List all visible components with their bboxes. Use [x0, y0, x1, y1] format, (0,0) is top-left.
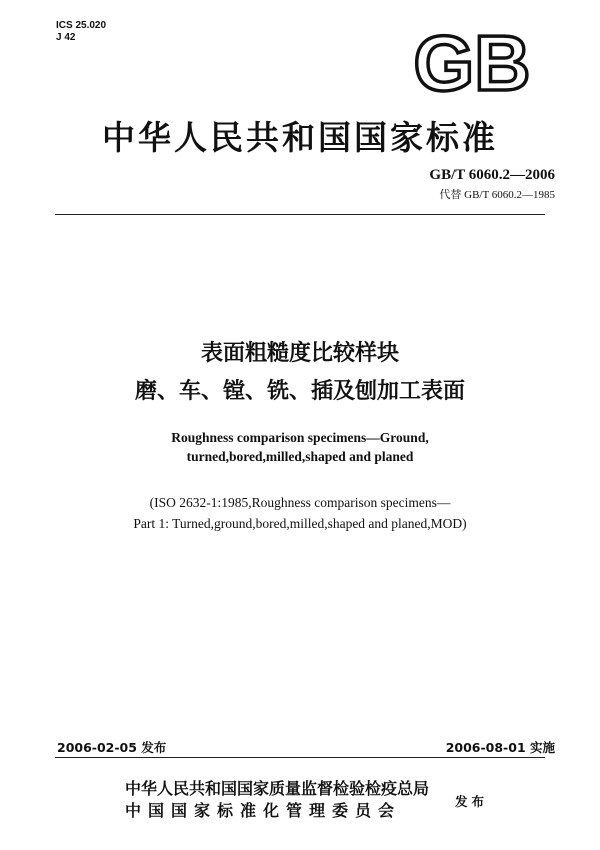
english-title-line-2: turned,bored,milled,shaped and planed: [186, 449, 414, 464]
issuer-line-1: 中华人民共和国国家质量监督检验检疫总局: [125, 779, 430, 798]
gb-logo-text: GB: [413, 28, 531, 98]
standard-number: GB/T 6060.2—2006: [429, 167, 555, 183]
gb-logo-graphic: [405, 28, 540, 98]
bottom-divider: [55, 757, 545, 758]
issuing-authorities: [125, 778, 429, 822]
issuer-line-2: 中国国家标准化管理委员会: [125, 801, 402, 820]
english-title-line-1: Roughness comparison specimens—Ground,: [171, 430, 429, 445]
publish-date: 2006-02-05 发布: [57, 740, 167, 755]
iso-reference: [0, 492, 600, 534]
top-divider: [55, 214, 545, 215]
chinese-title-line-2: 磨、车、镗、铣、插及刨加工表面: [134, 379, 465, 404]
iso-reference-line-2: Part 1: Turned,ground,bored,milled,shaped and planed,MOD): [133, 516, 467, 531]
chinese-title-line-1: 表面粗糙度比较样块: [200, 341, 399, 366]
replaces-standard: 代替 GB/T 6060.2—1985: [439, 189, 555, 201]
ccs-code: J 42: [56, 32, 76, 43]
standard-title: 中华人民共和国国家标准: [102, 118, 498, 157]
standard-number-block: [429, 167, 555, 202]
publish-label: 发布: [455, 794, 489, 809]
iso-reference-line-1: (ISO 2632-1:1985,Roughness comparison specimens—: [149, 495, 451, 510]
gb-logo: [405, 28, 540, 98]
implement-date: 2006-08-01 实施: [445, 740, 555, 755]
ics-code: ICS 25.020: [56, 20, 107, 31]
classification-codes: [56, 20, 106, 44]
english-title: [0, 428, 600, 466]
